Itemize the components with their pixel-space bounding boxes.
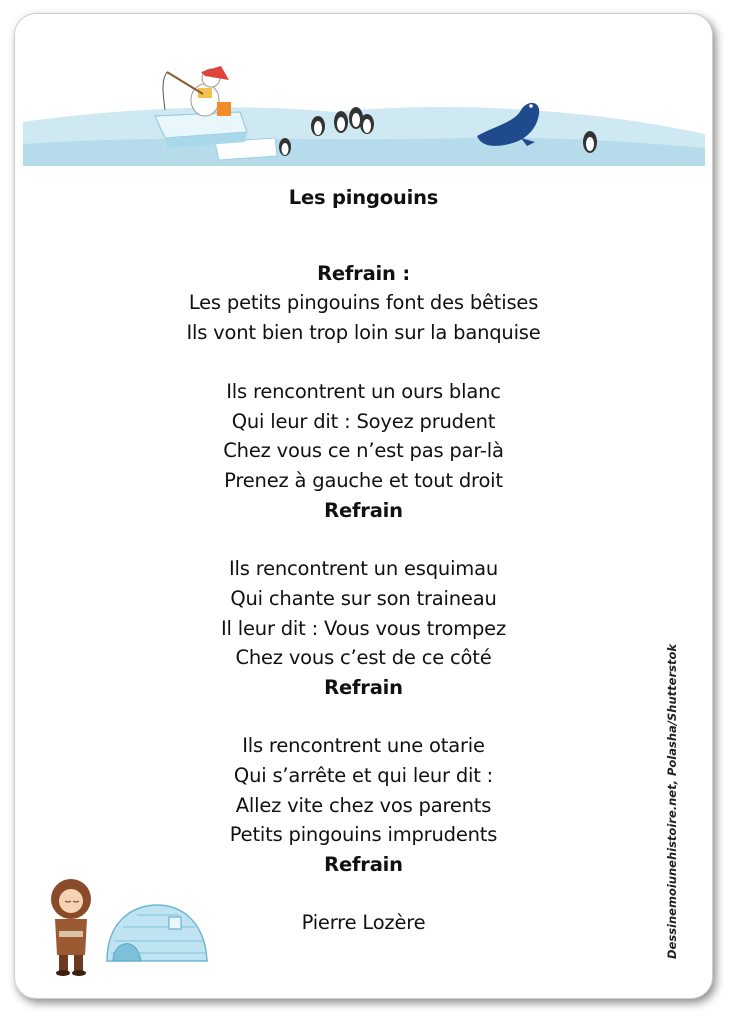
verse-line: Chez vous c’est de ce côté: [235, 646, 492, 669]
verse-line: Prenez à gauche et tout droit: [224, 469, 503, 492]
verse-line: Il leur dit : Vous vous trompez: [221, 617, 506, 640]
polar-bear-fishing-icon: [155, 66, 247, 148]
verse-line: Petits pingouins imprudents: [229, 823, 498, 846]
refrain-label: Refrain: [324, 499, 403, 522]
page-title: Les pingouins: [288, 186, 439, 209]
verse-line: Allez vite chez vos parents: [235, 794, 492, 817]
verse-line: Qui leur dit : Soyez prudent: [231, 410, 496, 433]
verse-line: Ils rencontrent un esquimau: [228, 557, 499, 580]
refrain-line: Les petits pingouins font des bêtises: [188, 291, 539, 314]
verse-line: Ils rencontrent une otarie: [242, 734, 485, 757]
verse-line: Ils rencontrent un ours blanc: [226, 380, 501, 403]
refrain-line: Ils vont bien trop loin sur la banquise: [186, 321, 541, 344]
verse-line: Qui chante sur son traineau: [230, 587, 497, 610]
eskimo-child-icon: [51, 879, 91, 976]
refrain-heading: Refrain :: [317, 262, 410, 285]
verse-line: Qui s’arrête et qui leur dit :: [233, 764, 494, 787]
eskimo-scene: [45, 869, 215, 979]
poem-card: [14, 13, 713, 999]
refrain-label: Refrain: [324, 676, 403, 699]
polar-banner: [15, 14, 712, 184]
refrain-label: Refrain: [324, 853, 403, 876]
author: Pierre Lozère: [301, 911, 426, 934]
verse-line: Chez vous ce n’est pas par-là: [223, 439, 504, 462]
credit: Dessinemoiunehistoire.net, Polasha/Shutterstok: [665, 643, 679, 959]
igloo-icon: [107, 905, 207, 961]
